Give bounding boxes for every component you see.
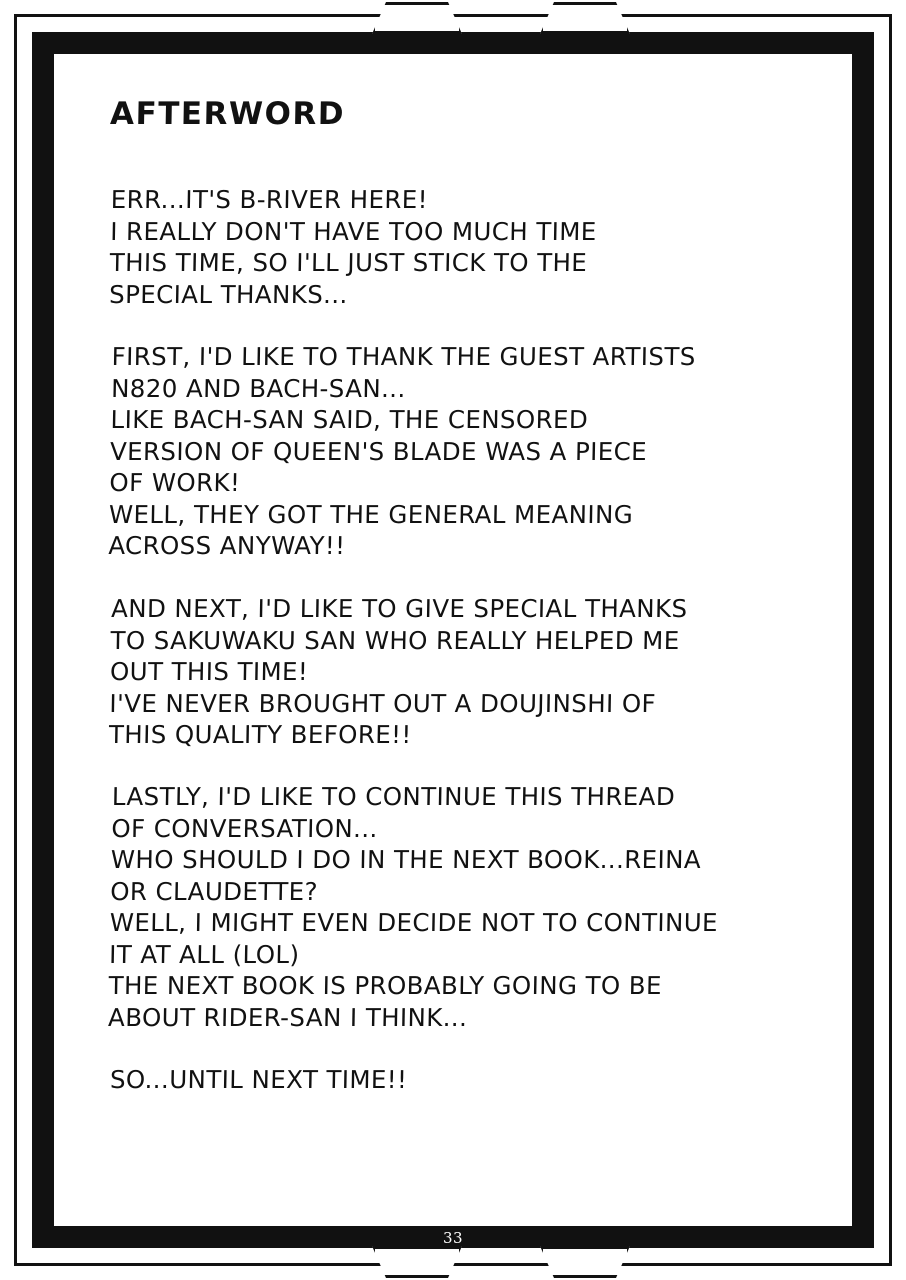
afterword-paragraph: FIRST, I'D LIKE TO THANK THE GUEST ARTISTS N820 AND BACH-SAN... LIKE BACH-SAN SAID, THE CENSORED VERSION OF QUEEN'S BLADE WAS A PIECE OF WORK! WELL, THEY GOT THE GENERAL MEANING ACROSS ANYWAY!! bbox=[108, 342, 696, 560]
ornament-notch-bottom-left bbox=[372, 1246, 462, 1278]
page-border-band-top bbox=[32, 32, 874, 54]
ornament-notch-top-left bbox=[372, 2, 462, 34]
afterword-paragraph: ERR...IT'S B-RIVER HERE! I REALLY DON'T HAVE TOO MUCH TIME THIS TIME, SO I'LL JUST STICK TO THE SPECIAL THANKS... bbox=[108, 185, 597, 309]
afterword-paragraph: AND NEXT, I'D LIKE TO GIVE SPECIAL THANKS TO SAKUWAKU SAN WHO REALLY HELPED ME OUT THIS TIME! I'VE NEVER BROUGHT OUT A DOUJINSHI OF THIS QUALITY BEFORE!! bbox=[108, 593, 688, 749]
afterword-paragraph: SO...UNTIL NEXT TIME!! bbox=[109, 1065, 408, 1094]
afterword-content bbox=[107, 96, 830, 1096]
page-border-band-left bbox=[32, 32, 54, 1248]
afterword-paragraph: LASTLY, I'D LIKE TO CONTINUE THIS THREAD OF CONVERSATION... WHO SHOULD I DO IN THE NEXT BOOK...REINA OR CLAUDETTE? WELL, I MIGHT EVEN DECIDE NOT TO CONTINUE IT AT ALL (LOL) THE NEXT BOOK IS PROBABLY GOING TO BE ABOUT RIDER-SAN I THINK... bbox=[107, 782, 719, 1032]
ornament-notch-bottom-right bbox=[540, 1246, 630, 1278]
page-title: AFTERWORD bbox=[109, 96, 346, 132]
page-border-band-right bbox=[852, 32, 874, 1248]
page-number: 33 bbox=[442, 1229, 464, 1247]
ornament-notch-top-right bbox=[540, 2, 630, 34]
